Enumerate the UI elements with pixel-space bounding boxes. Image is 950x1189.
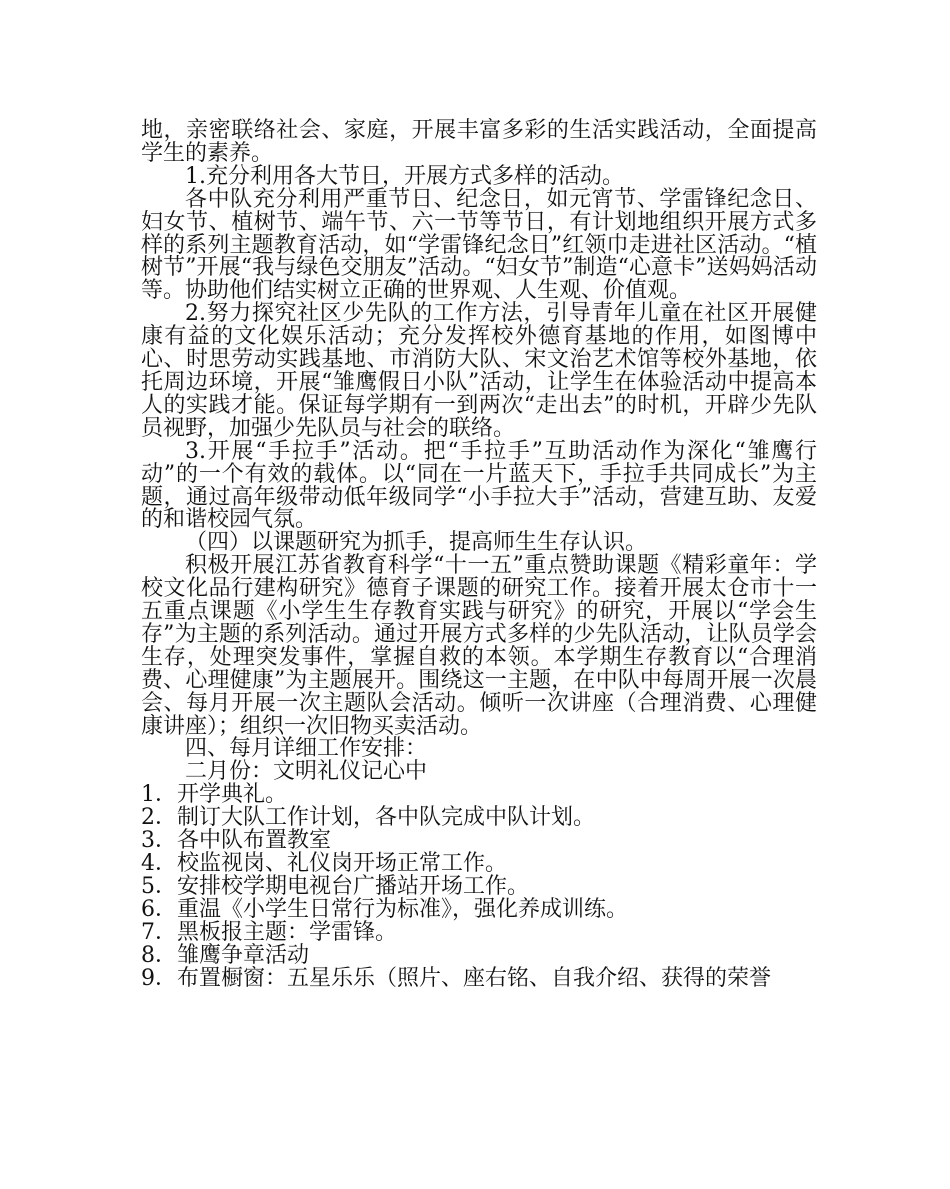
- list-item: 5．安排校学期电视台广播站开场工作。: [141, 873, 529, 899]
- paragraph-hand-in-hand: 3.开展“手拉手”活动。把“手拉手”互助活动作为深化“雏鹰行动”的一个有效的载体。以“同在一片蓝天下，手拉手共同成长”为主题，通过高年级带动低年级同学“小手拉大手”活动，营建互助、友爱的和谐校园气氛。: [141, 438, 817, 533]
- document-body: [141, 120, 817, 990]
- paragraph-holidays: 各中队充分利用严重节日、纪念日，如元宵节、学雷锋纪念日、妇女节、植树节、端午节、六一节等节日，有计划地组织开展方式多样的系列主题教育活动，如“学雷锋纪念日”红领巾走进社区活动。“植树节”开展“我与绿色交朋友”活动。“妇女节”制造“心意卡”送妈妈活动等。协助他们结实树立正确的世界观、人生观、价值观。: [141, 186, 817, 304]
- list-item: 8．雏鹰争章活动: [141, 942, 309, 968]
- month-heading-february: 二月份：文明礼仪记心中: [185, 759, 428, 785]
- list-item: 7．黑板报主题：学雷锋。: [141, 919, 397, 945]
- paragraph-community: 2.努力探究社区少先队的工作方法，引导青年儿童在社区开展健康有益的文化娱乐活动；充分发挥校外德育基地的作用，如图博中心、时思劳动实践基地、市消防大队、宋文治艺术馆等校外基地，依托周边环境，开展“雏鹰假日小队”活动，让学生在体验活动中提高本人的实践才能。保证每学期有一到两次“走出去”的时机，开辟少先队员视野，加强少先队员与社会的联络。: [141, 301, 817, 441]
- list-item: 9．布置橱窗：五星乐乐（照片、座右铭、自我介绍、获得的荣誉: [141, 965, 771, 991]
- list-item: 1．开学典礼。: [141, 782, 287, 808]
- list-item: 4．校监视岗、礼仪岗开场正常工作。: [141, 851, 507, 876]
- list-item: 6．重温《小学生日常行为标准》，强化养成训练。: [141, 896, 628, 922]
- list-item: 2．制订大队工作计划，各中队完成中队计划。: [141, 805, 595, 831]
- list-item: 3．各中队布置教室: [141, 828, 331, 854]
- section-heading-research: （四）以课题研究为抓手，提高师生生存认识。: [185, 530, 648, 556]
- paragraph-heading-1: 1.充分利用各大节日，开展方式多样的活动。: [185, 163, 624, 189]
- section-heading-monthly: 四、每月详细工作安排：: [185, 736, 428, 762]
- paragraph-research: 积极开展江苏省教育科学“十一五”重点赞助课题《精彩童年：学校文化品行建构研究》德育子课题的研究工作。接着开展太仓市十一五重点课题《小学生生存教育实践与研究》的研究，开展以“学会生存”为主题的系列活动。通过开展方式多样的少先队活动，让队员学会生存，处理突发事件，掌握自救的本领。本学期生存教育以“合理消费、心理健康”为主题展开。围绕这一主题，在中队中每周开展一次晨会、每月开展一次主题队会活动。倾听一次讲座（合理消费、心理健康讲座）；组织一次旧物买卖活动。: [141, 553, 817, 739]
- paragraph-continuation: 地，亲密联络社会、家庭，开展丰富多彩的生活实践活动，全面提高学生的素养。: [141, 118, 817, 166]
